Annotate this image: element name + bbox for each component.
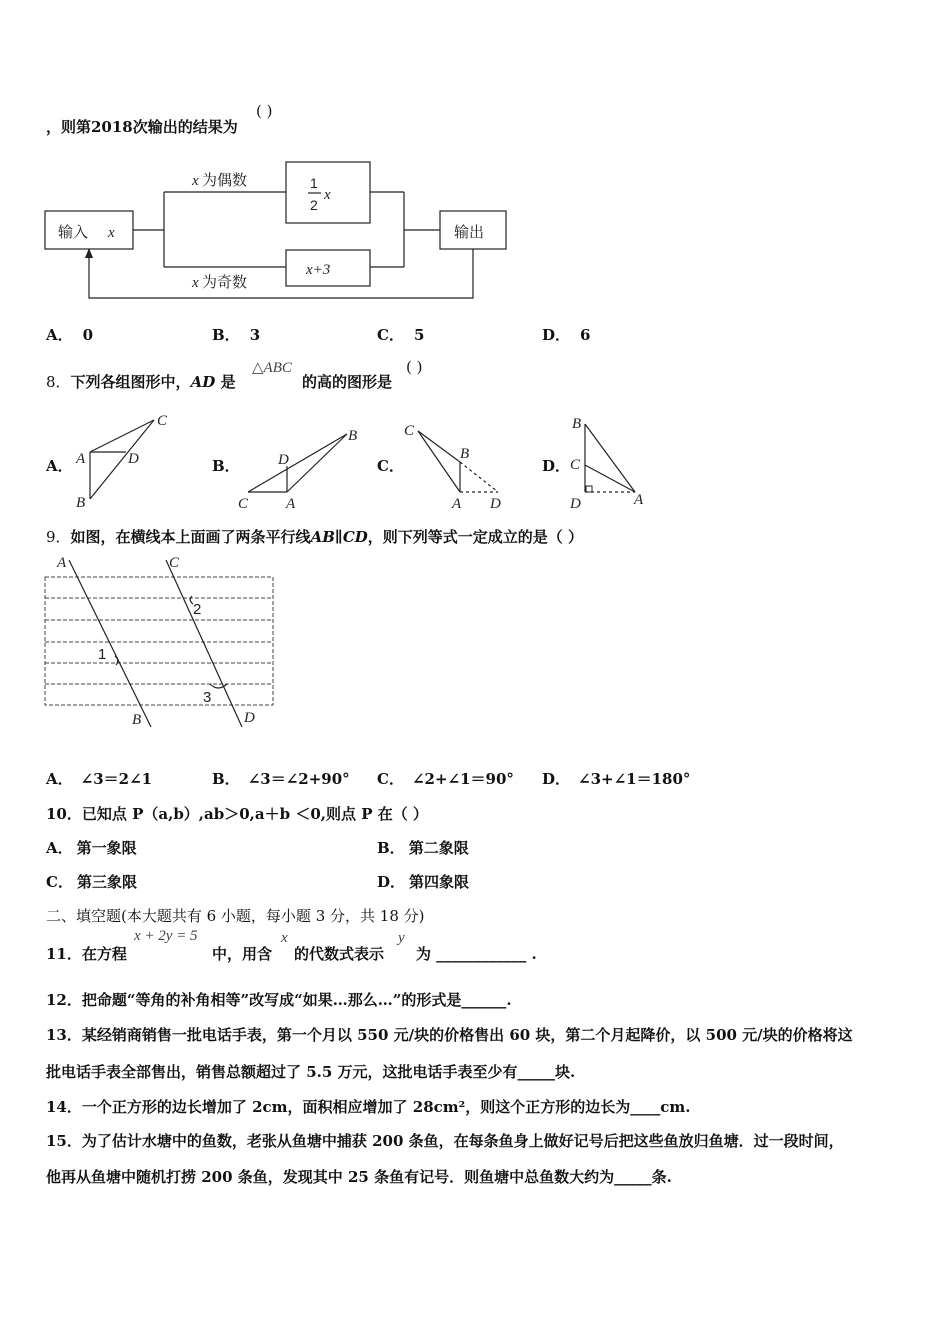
q9-figure (40, 552, 280, 730)
flow-input-label: 输入 (58, 224, 89, 241)
svg-text:A: A (634, 492, 644, 508)
svg-text:C: C (157, 413, 168, 429)
q13-line-1: 13．某经销商销售一批电话手表，第一个月以 550 元/块的价格售出 60 块，第二个月起降价，以 500 元/块的价格将这 (46, 1026, 853, 1044)
q10-stem: 10．已知点 P（a,b）,ab＞0,a＋b ＜0,则点 P 在（ ） (46, 805, 428, 823)
svg-text:2: 2 (193, 601, 202, 618)
q8-figure-c (398, 418, 508, 512)
q11-equation: x + 2y = 5 (134, 928, 198, 944)
flow-half-var: x (324, 187, 331, 203)
q7-flowchart (40, 155, 515, 305)
q7-option-a: A． 0 (46, 326, 94, 344)
svg-text:D: D (128, 451, 139, 467)
svg-text:C: C (169, 555, 180, 571)
q8-option-b: B． (212, 457, 240, 475)
flow-half-den: 2 (310, 197, 318, 213)
q14-text: 14．一个正方形的边长增加了 2cm，面积相应增加了 28cm²，则这个正方形的边长为____cm. (46, 1098, 691, 1116)
svg-text:3: 3 (203, 689, 212, 706)
q8-figure-a (66, 408, 176, 510)
svg-text:A: A (286, 496, 296, 512)
svg-text:D: D (490, 496, 501, 512)
q10-option-d: D． 第四象限 (377, 873, 470, 891)
q7-option-b: B． 3 (212, 326, 261, 344)
q12-text: 12．把命题“等角的补角相等”改写成“如果…那么…”的形式是______. (46, 991, 512, 1009)
q15-line-1: 15．为了估计水塘中的鱼数，老张从鱼塘中捕获 200 条鱼，在每条鱼身上做好记号后把这些鱼放归鱼塘．过一段时间， (46, 1132, 844, 1150)
q8-stem-end: 的高的图形是 (302, 373, 393, 391)
q10-option-b: B． 第二象限 (377, 839, 469, 857)
svg-text:A: A (76, 451, 86, 467)
svg-text:D: D (278, 452, 289, 468)
svg-text:A: A (57, 555, 67, 571)
q11-part-b: 中，用含 (212, 945, 273, 963)
flow-even-var: x (192, 173, 199, 189)
flow-half-num: 1 (310, 175, 318, 191)
q8-figure-b (232, 420, 372, 512)
section-2-heading: 二、填空题(本大题共有 6 小题，每小题 3 分，共 18 分) (46, 907, 425, 925)
q7-stem: ，则第2018次输出的结果为 (46, 118, 238, 136)
q13-line-2: 批电话手表全部售出，销售总额超过了 5.5 万元，这批电话手表至少有_____块. (46, 1063, 576, 1081)
q11-part-d: 为 ____________ . (416, 945, 537, 963)
q8-option-c: C． (377, 457, 404, 475)
q11-part-a: 11．在方程 (46, 945, 127, 963)
q9-option-a: A． ∠3＝2∠1 (46, 770, 153, 788)
q11-var-x: x (281, 930, 288, 946)
svg-text:D: D (244, 710, 255, 726)
svg-text:B: B (572, 416, 582, 432)
svg-text:1: 1 (98, 646, 107, 663)
q7-answer-paren: ( ) (256, 102, 273, 120)
q11-var-y: y (398, 930, 405, 946)
q8-figure-d (566, 410, 656, 512)
svg-text:A: A (452, 496, 462, 512)
q8-option-d: D． (542, 457, 571, 475)
svg-text:C: C (570, 457, 581, 473)
svg-text:B: B (132, 712, 142, 728)
flow-odd-label: 为奇数 (202, 274, 248, 291)
q8-triangle-symbol: △ABC (252, 360, 292, 376)
svg-text:C: C (238, 496, 249, 512)
svg-text:D: D (570, 496, 581, 512)
svg-text:B: B (76, 495, 86, 510)
q9-option-d: D． ∠3+∠1＝180° (542, 770, 691, 788)
q15-line-2: 他再从鱼塘中随机打捞 200 条鱼，发现其中 25 条鱼有记号．则鱼塘中总鱼数大约为_____条. (46, 1168, 672, 1186)
flow-input-var: x (108, 225, 115, 241)
q10-option-a: A． 第一象限 (46, 839, 137, 857)
q10-option-c: C． 第三象限 (46, 873, 137, 891)
q9-option-c: C． ∠2+∠1＝90° (377, 770, 514, 788)
q7-option-c: C． 5 (377, 326, 425, 344)
flow-plus3-label: x+3 (306, 262, 331, 278)
flow-odd-var: x (192, 275, 199, 291)
q8-option-a: A． (46, 457, 73, 475)
flow-output-label: 输出 (454, 224, 485, 241)
q11-part-c: 的代数式表示 (294, 945, 385, 963)
q9-stem: 9．如图，在横线本上面画了两条平行线AB∥CD，则下列等式一定成立的是（ ） (46, 528, 583, 546)
q8-answer-paren: ( ) (406, 358, 423, 376)
flow-even-label: 为偶数 (202, 172, 248, 189)
svg-text:B: B (460, 446, 470, 462)
svg-text:B: B (348, 428, 358, 444)
q8-stem: 8．下列各组图形中，AD 是 (46, 373, 236, 391)
q7-option-d: D． 6 (542, 326, 591, 344)
q9-option-b: B． ∠3＝∠2+90° (212, 770, 350, 788)
svg-text:C: C (404, 423, 415, 439)
